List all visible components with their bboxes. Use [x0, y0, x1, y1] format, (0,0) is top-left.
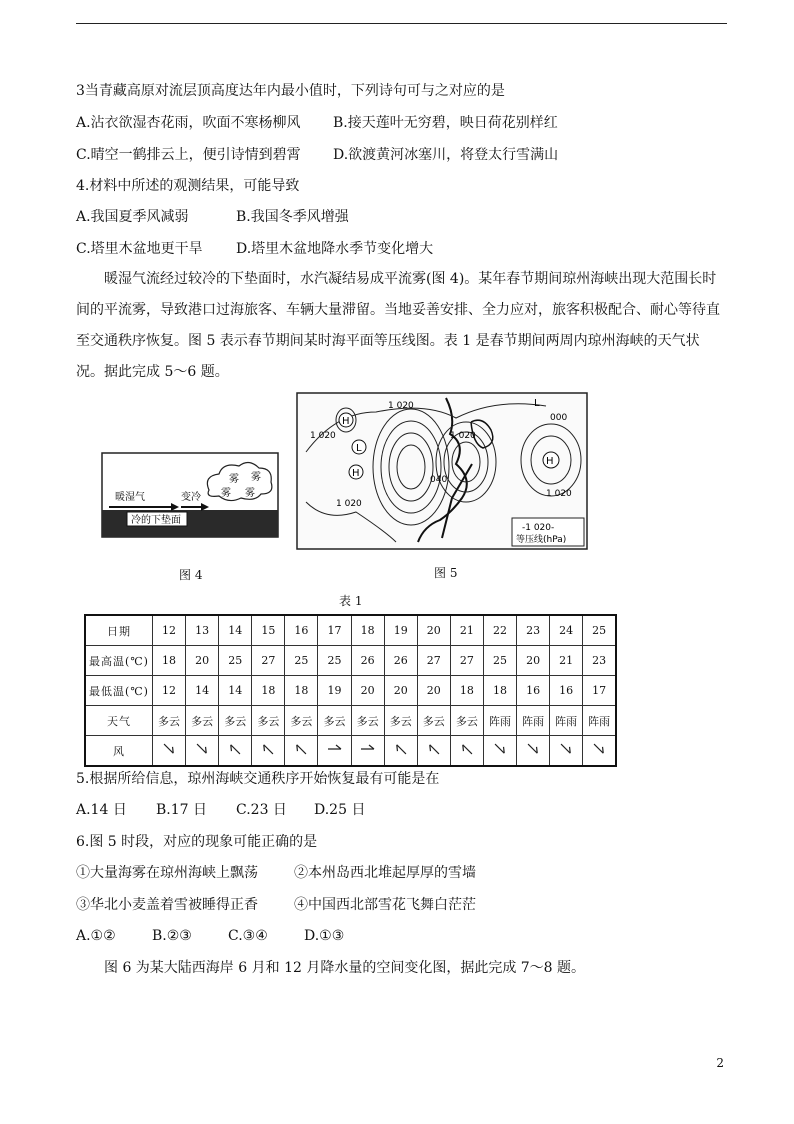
- max-temp-cell: 27: [417, 646, 450, 676]
- weather-cell: 多云: [285, 706, 318, 736]
- q6-statement-3: ③华北小麦盖着雪被睡得正香: [76, 897, 258, 913]
- row-dates: [85, 615, 616, 646]
- max-temp-cell: 23: [583, 646, 616, 676]
- wind-arrow-icon: [557, 742, 575, 756]
- date-cell: 15: [252, 615, 285, 646]
- weather-cell: 多云: [186, 706, 219, 736]
- date-cell: 17: [318, 615, 351, 646]
- wind-arrow-icon: [524, 742, 542, 756]
- date-cell: 24: [550, 615, 583, 646]
- max-temp-cell: 21: [550, 646, 583, 676]
- warm-air-label: 暖湿气: [115, 492, 145, 503]
- q3-option-a: A.沾衣欲湿杏花雨，吹面不寒杨柳风: [76, 115, 301, 131]
- row-label-weather: 天气: [85, 706, 153, 736]
- legend-value: -1 020-: [522, 523, 555, 533]
- wind-cell: [384, 736, 417, 767]
- isobar-label-5: 040: [430, 475, 448, 485]
- low-label-1: L: [356, 443, 362, 454]
- q6-statement-1: ①大量海雾在琼州海峡上飘荡: [76, 865, 258, 881]
- weather-cell: 多云: [450, 706, 483, 736]
- fog-label-3: 雾: [221, 488, 231, 499]
- max-temp-cell: 25: [483, 646, 516, 676]
- wind-arrow-icon: [458, 742, 476, 756]
- isobar-label-6: 1 020: [450, 431, 476, 441]
- figure-5-caption: 图 5: [434, 566, 458, 580]
- wind-arrow-icon: [491, 742, 509, 756]
- wind-cell: [252, 736, 285, 767]
- row-min-temp: [85, 676, 616, 706]
- wind-arrow-icon: [326, 742, 344, 756]
- wind-arrow-icon: [259, 742, 277, 756]
- q5-option-d: D.25 日: [314, 802, 366, 818]
- q3-option-d: D.欲渡黄河冰塞川，将登太行雪满山: [333, 147, 559, 163]
- q4-option-c: C.塔里木盆地更干旱: [76, 241, 203, 257]
- date-cell: 16: [285, 615, 318, 646]
- max-temp-cell: 26: [351, 646, 384, 676]
- wind-cell: [550, 736, 583, 767]
- date-cell: 18: [351, 615, 384, 646]
- min-temp-cell: 17: [583, 676, 616, 706]
- wind-arrow-icon: [392, 742, 410, 756]
- weather-cell: 多云: [318, 706, 351, 736]
- q6-option-d: D.①③: [304, 928, 345, 944]
- min-temp-cell: 14: [219, 676, 252, 706]
- row-max-temp: [85, 646, 616, 676]
- min-temp-cell: 14: [186, 676, 219, 706]
- wind-cell: [450, 736, 483, 767]
- max-temp-cell: 20: [517, 646, 550, 676]
- wind-arrow-icon: [160, 742, 178, 756]
- max-temp-cell: 27: [252, 646, 285, 676]
- q5-option-b: B.17 日: [156, 802, 208, 818]
- date-cell: 14: [219, 615, 252, 646]
- q6-option-b: B.②③: [152, 928, 192, 944]
- weather-table: [84, 614, 617, 767]
- figure-4-caption: 图 4: [179, 568, 203, 582]
- weather-cell: 多云: [417, 706, 450, 736]
- page-number: 2: [716, 1056, 724, 1070]
- weather-cell: 阵雨: [517, 706, 550, 736]
- max-temp-cell: 18: [153, 646, 186, 676]
- q4-option-b: B.我国冬季风增强: [236, 209, 349, 225]
- row-wind: [85, 736, 616, 767]
- min-temp-cell: 18: [450, 676, 483, 706]
- min-temp-cell: 20: [384, 676, 417, 706]
- cold-surface-label: 冷的下垫面: [131, 515, 181, 526]
- q6-option-c: C.③④: [228, 928, 268, 944]
- max-temp-cell: 25: [285, 646, 318, 676]
- wind-cell: [517, 736, 550, 767]
- wind-cell: [153, 736, 186, 767]
- max-temp-cell: 27: [450, 646, 483, 676]
- weather-cell: 多云: [252, 706, 285, 736]
- row-label-dates: 日期: [85, 615, 153, 646]
- wind-arrow-icon: [425, 742, 443, 756]
- min-temp-cell: 16: [517, 676, 550, 706]
- fog-label-1: 雾: [229, 474, 239, 485]
- date-cell: 23: [517, 615, 550, 646]
- min-temp-cell: 18: [483, 676, 516, 706]
- max-temp-cell: 20: [186, 646, 219, 676]
- intro-5-6: 暖湿气流经过较冷的下垫面时，水汽凝结易成平流雾(图 4)。某年春节期间琼州海峡出现大范围长时间的平流雾，导致港口过海旅客、车辆大量滞留。当地妥善安排、全力应对，旅客积极配合、耐心等待直至交通秩序恢复。图 5 表示春节期间某时海平面等压线图。表 1 是春节期间两周内琼州海峡的天气状况。据此完成 5～6 题。: [76, 271, 720, 380]
- fog-label-2: 雾: [251, 472, 261, 483]
- high-label-2: H: [352, 468, 360, 479]
- q5-option-c: C.23 日: [236, 802, 287, 818]
- row-weather: [85, 706, 616, 736]
- weather-cell: 多云: [351, 706, 384, 736]
- min-temp-cell: 16: [550, 676, 583, 706]
- date-cell: 20: [417, 615, 450, 646]
- min-temp-cell: 20: [351, 676, 384, 706]
- cooling-label: 变冷: [181, 492, 201, 503]
- date-cell: 25: [583, 615, 616, 646]
- wind-arrow-icon: [590, 742, 608, 756]
- wind-arrow-icon: [193, 742, 211, 756]
- date-cell: 21: [450, 615, 483, 646]
- q5-option-a: A.14 日: [76, 802, 127, 818]
- q3-option-b: B.接天莲叶无穷碧，映日荷花别样红: [333, 115, 558, 131]
- fog-label-4: 雾: [245, 488, 255, 499]
- date-cell: 13: [186, 615, 219, 646]
- high-label-1: H: [342, 416, 350, 427]
- row-label-max-temp: 最高温(℃): [85, 646, 153, 676]
- weather-cell: 阵雨: [583, 706, 616, 736]
- wind-arrow-icon: [359, 742, 377, 756]
- row-label-wind: 风: [85, 736, 153, 767]
- weather-cell: 多云: [384, 706, 417, 736]
- q6-option-a: A.①②: [76, 928, 116, 944]
- q5-stem: 5.根据所给信息，琼州海峡交通秩序开始恢复最有可能是在: [76, 771, 440, 787]
- min-temp-cell: 20: [417, 676, 450, 706]
- max-temp-cell: 25: [219, 646, 252, 676]
- figure-4: [101, 452, 281, 540]
- min-temp-cell: 18: [285, 676, 318, 706]
- q4-stem: 4.材料中所述的观测结果，可能导致: [76, 178, 300, 194]
- q3-stem: 3当青藏高原对流层顶高度达年内最小值时，下列诗句可与之对应的是: [76, 83, 505, 99]
- weather-cell: 多云: [219, 706, 252, 736]
- wind-cell: [285, 736, 318, 767]
- date-cell: 19: [384, 615, 417, 646]
- q4-option-d: D.塔里木盆地降水季节变化增大: [236, 241, 434, 257]
- wind-cell: [583, 736, 616, 767]
- q6-statement-4: ④中国西北部雪花飞舞白茫茫: [294, 897, 476, 913]
- legend-text: 等压线(hPa): [516, 535, 567, 545]
- max-temp-cell: 26: [384, 646, 417, 676]
- wind-cell: [483, 736, 516, 767]
- isobar-label-4: 1 020: [546, 489, 572, 499]
- q6-statement-2: ②本州岛西北堆起厚厚的雪墙: [294, 865, 476, 881]
- min-temp-cell: 19: [318, 676, 351, 706]
- wind-cell: [219, 736, 252, 767]
- q4-option-a: A.我国夏季风减弱: [76, 209, 189, 225]
- wind-arrow-icon: [292, 742, 310, 756]
- q6-stem: 6.图 5 时段，对应的现象可能正确的是: [76, 834, 318, 850]
- row-label-min-temp: 最低温(℃): [85, 676, 153, 706]
- isobar-label-3: 1 020: [336, 499, 362, 509]
- weather-cell: 阵雨: [483, 706, 516, 736]
- wind-cell: [417, 736, 450, 767]
- wind-cell: [318, 736, 351, 767]
- max-temp-cell: 25: [318, 646, 351, 676]
- min-temp-cell: 12: [153, 676, 186, 706]
- date-cell: 22: [483, 615, 516, 646]
- wind-arrow-icon: [226, 742, 244, 756]
- intro-7-8: 图 6 为某大陆西海岸 6 月和 12 月降水量的空间变化图，据此完成 7～8 题。: [104, 960, 586, 976]
- figure-5: [296, 392, 590, 552]
- table-1-title: 表 1: [339, 594, 363, 608]
- q3-option-c: C.晴空一鹤排云上，便引诗情到碧霄: [76, 147, 301, 163]
- high-label-3: H: [546, 456, 554, 467]
- isobar-label-2: 1 020: [310, 431, 336, 441]
- low-label-2: L: [534, 398, 540, 409]
- header-rule: [76, 23, 727, 24]
- date-cell: 12: [153, 615, 186, 646]
- wind-cell: [351, 736, 384, 767]
- weather-cell: 阵雨: [550, 706, 583, 736]
- weather-cell: 多云: [153, 706, 186, 736]
- wind-cell: [186, 736, 219, 767]
- isobar-label-7: 000: [550, 413, 568, 423]
- isobar-label-1: 1 020: [388, 401, 414, 411]
- min-temp-cell: 18: [252, 676, 285, 706]
